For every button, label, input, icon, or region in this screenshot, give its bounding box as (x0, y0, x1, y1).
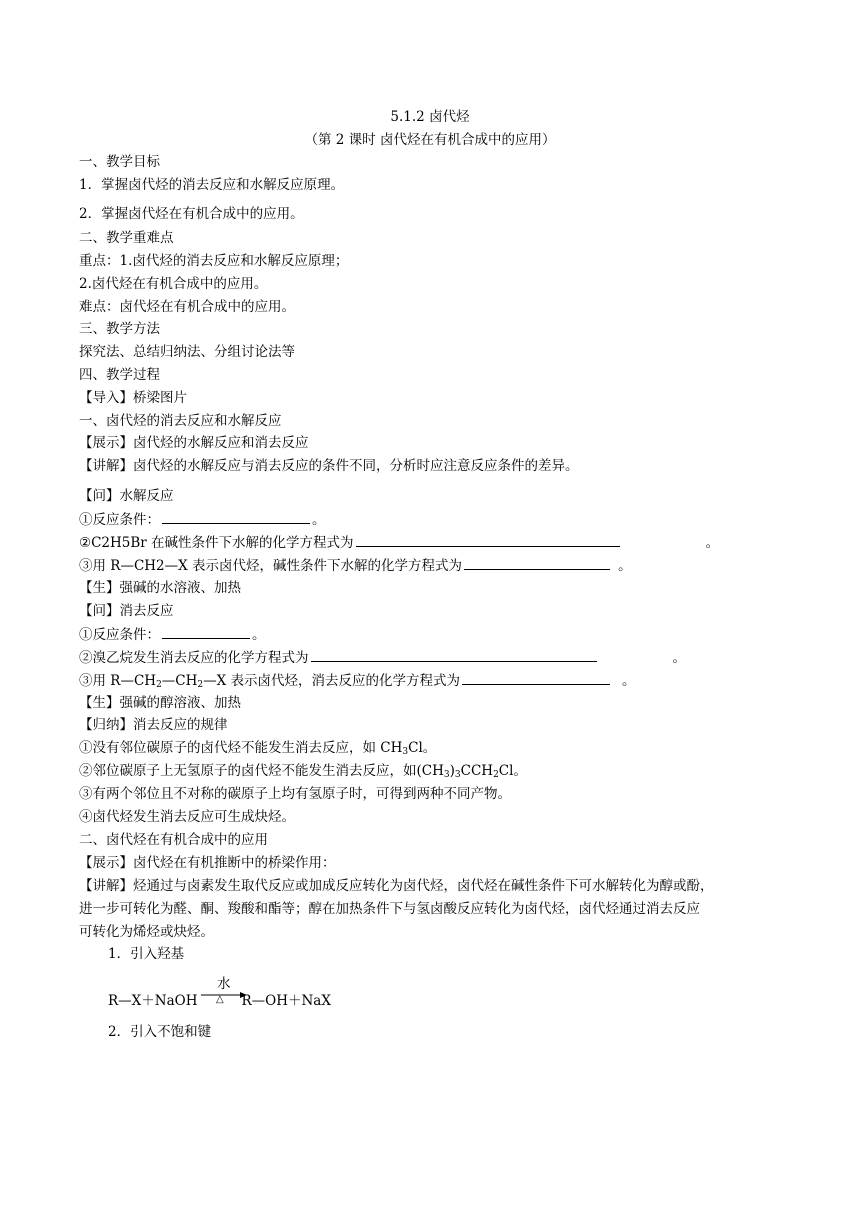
answer-blank[interactable] (311, 648, 597, 662)
explain-line-2a: 【讲解】烃通过与卤素发生取代反应或加成反应转化为卤代烃，卤代烃在碱性条件下可水解转化为醇或酚， (79, 878, 714, 894)
rule-1: ①没有邻位碳原子的卤代烃不能发生消去反应，如 $CH_3Cl$。 (79, 740, 437, 757)
rule-2: ②邻位碳原子上无氢原子的卤代烃不能发生消去反应，如$(CH_3)_3CCH_2Cl$。 (79, 763, 527, 780)
hydrolysis-equation-general: ③用 R—CH2—X 表示卤代烃，碱性条件下水解的化学方程式为 。 (79, 558, 632, 574)
hydrolysis-condition-label: ①反应条件： (79, 512, 160, 528)
question-elimination: 【问】消去反应 (79, 603, 174, 619)
process-heading: 四、教学过程 (79, 367, 160, 383)
reaction-condition-water: 水 (217, 976, 231, 992)
page-title: 5.1.2 卤代烃 (390, 109, 470, 125)
summary-heading: 【归纳】消去反应的规律 (79, 717, 228, 733)
answer-blank[interactable] (464, 556, 610, 570)
focus-1: 重点：1.卤代烃的消去反应和水解反应原理； (79, 253, 349, 269)
show-line-1: 【展示】卤代烃的水解反应和消去反应 (79, 435, 309, 451)
hydrolysis-equation-label: ②C2H5Br 在碱性条件下水解的化学方程式为 (79, 535, 354, 551)
hydrolysis-condition: ①反应条件： 。 (79, 512, 326, 528)
answer-blank[interactable] (162, 625, 250, 639)
show-line-2: 【展示】卤代烃在有机推断中的桥梁作用： (79, 855, 336, 871)
answer-hydrolysis: 【生】强碱的水溶液、加热 (79, 580, 241, 596)
elimination-equation-label: ②溴乙烷发生消去反应的化学方程式为 (79, 650, 309, 666)
intro-line: 【导入】桥梁图片 (79, 390, 187, 406)
explain-line-2b: 进一步可转化为醛、酮、羧酸和酯等；醇在加热条件下与氢卤酸反应转化为卤代烃，卤代烃通过消去反应 (79, 901, 700, 917)
elimination-equation-bromoethane: ②溴乙烷发生消去反应的化学方程式为 。 (79, 650, 686, 666)
subheading-unsaturated: 2．引入不饱和键 (108, 1024, 212, 1040)
subheading-hydroxyl: 1．引入羟基 (108, 946, 185, 962)
heat-symbol: △ (216, 994, 224, 1005)
section2-heading: 二、卤代烃在有机合成中的应用 (79, 832, 268, 848)
objectives-heading: 一、教学目标 (79, 154, 160, 170)
question-hydrolysis: 【问】水解反应 (79, 488, 174, 504)
focus-2: 2.卤代烃在有机合成中的应用。 (79, 276, 268, 292)
elimination-condition-label: ①反应条件： (79, 627, 160, 643)
methods-text: 探究法、总结归纳法、分组讨论法等 (79, 344, 295, 360)
hydrolysis-general-label: ③用 R—CH2—X 表示卤代烃，碱性条件下水解的化学方程式为 (79, 558, 463, 574)
page-subtitle: （第 2 课时 卤代烃在有机合成中的应用） (304, 132, 556, 148)
objective-2: 2．掌握卤代烃在有机合成中的应用。 (79, 206, 304, 222)
reaction-equation (108, 972, 348, 1012)
section1-heading: 一、卤代烃的消去反应和水解反应 (79, 413, 282, 429)
answer-blank[interactable] (162, 510, 310, 524)
elimination-equation-general: ③用 $R—CH_2—CH_2—X$ 表示卤代烃，消去反应的化学方程式为 。 (79, 673, 636, 690)
keypoints-heading: 二、教学重难点 (79, 230, 174, 246)
explain-line-2c: 可转化为烯烃或炔烃。 (79, 924, 214, 940)
explain-line-1: 【讲解】卤代烃的水解反应与消去反应的条件不同，分析时应注意反应条件的差异。 (79, 458, 579, 474)
reaction-products: R—OH＋NaX (241, 993, 331, 1009)
reaction-reactants: R—X＋NaOH (108, 993, 198, 1009)
answer-blank[interactable] (462, 671, 610, 685)
objective-1: 1．掌握卤代烃的消去反应和水解反应原理。 (79, 177, 345, 193)
methods-heading: 三、教学方法 (79, 321, 160, 337)
hydrolysis-equation-c2h5br: ②C2H5Br 在碱性条件下水解的化学方程式为 。 (79, 535, 720, 551)
rule-4: ④卤代烃发生消去反应可生成炔烃。 (79, 809, 295, 825)
rule-3: ③有两个邻位且不对称的碳原子上均有氢原子时，可得到两种不同产物。 (79, 786, 511, 802)
answer-blank[interactable] (356, 533, 620, 547)
elimination-condition: ①反应条件： 。 (79, 627, 266, 643)
difficulty: 难点：卤代烃在有机合成中的应用。 (79, 299, 295, 315)
answer-elimination: 【生】强碱的醇溶液、加热 (79, 695, 241, 711)
